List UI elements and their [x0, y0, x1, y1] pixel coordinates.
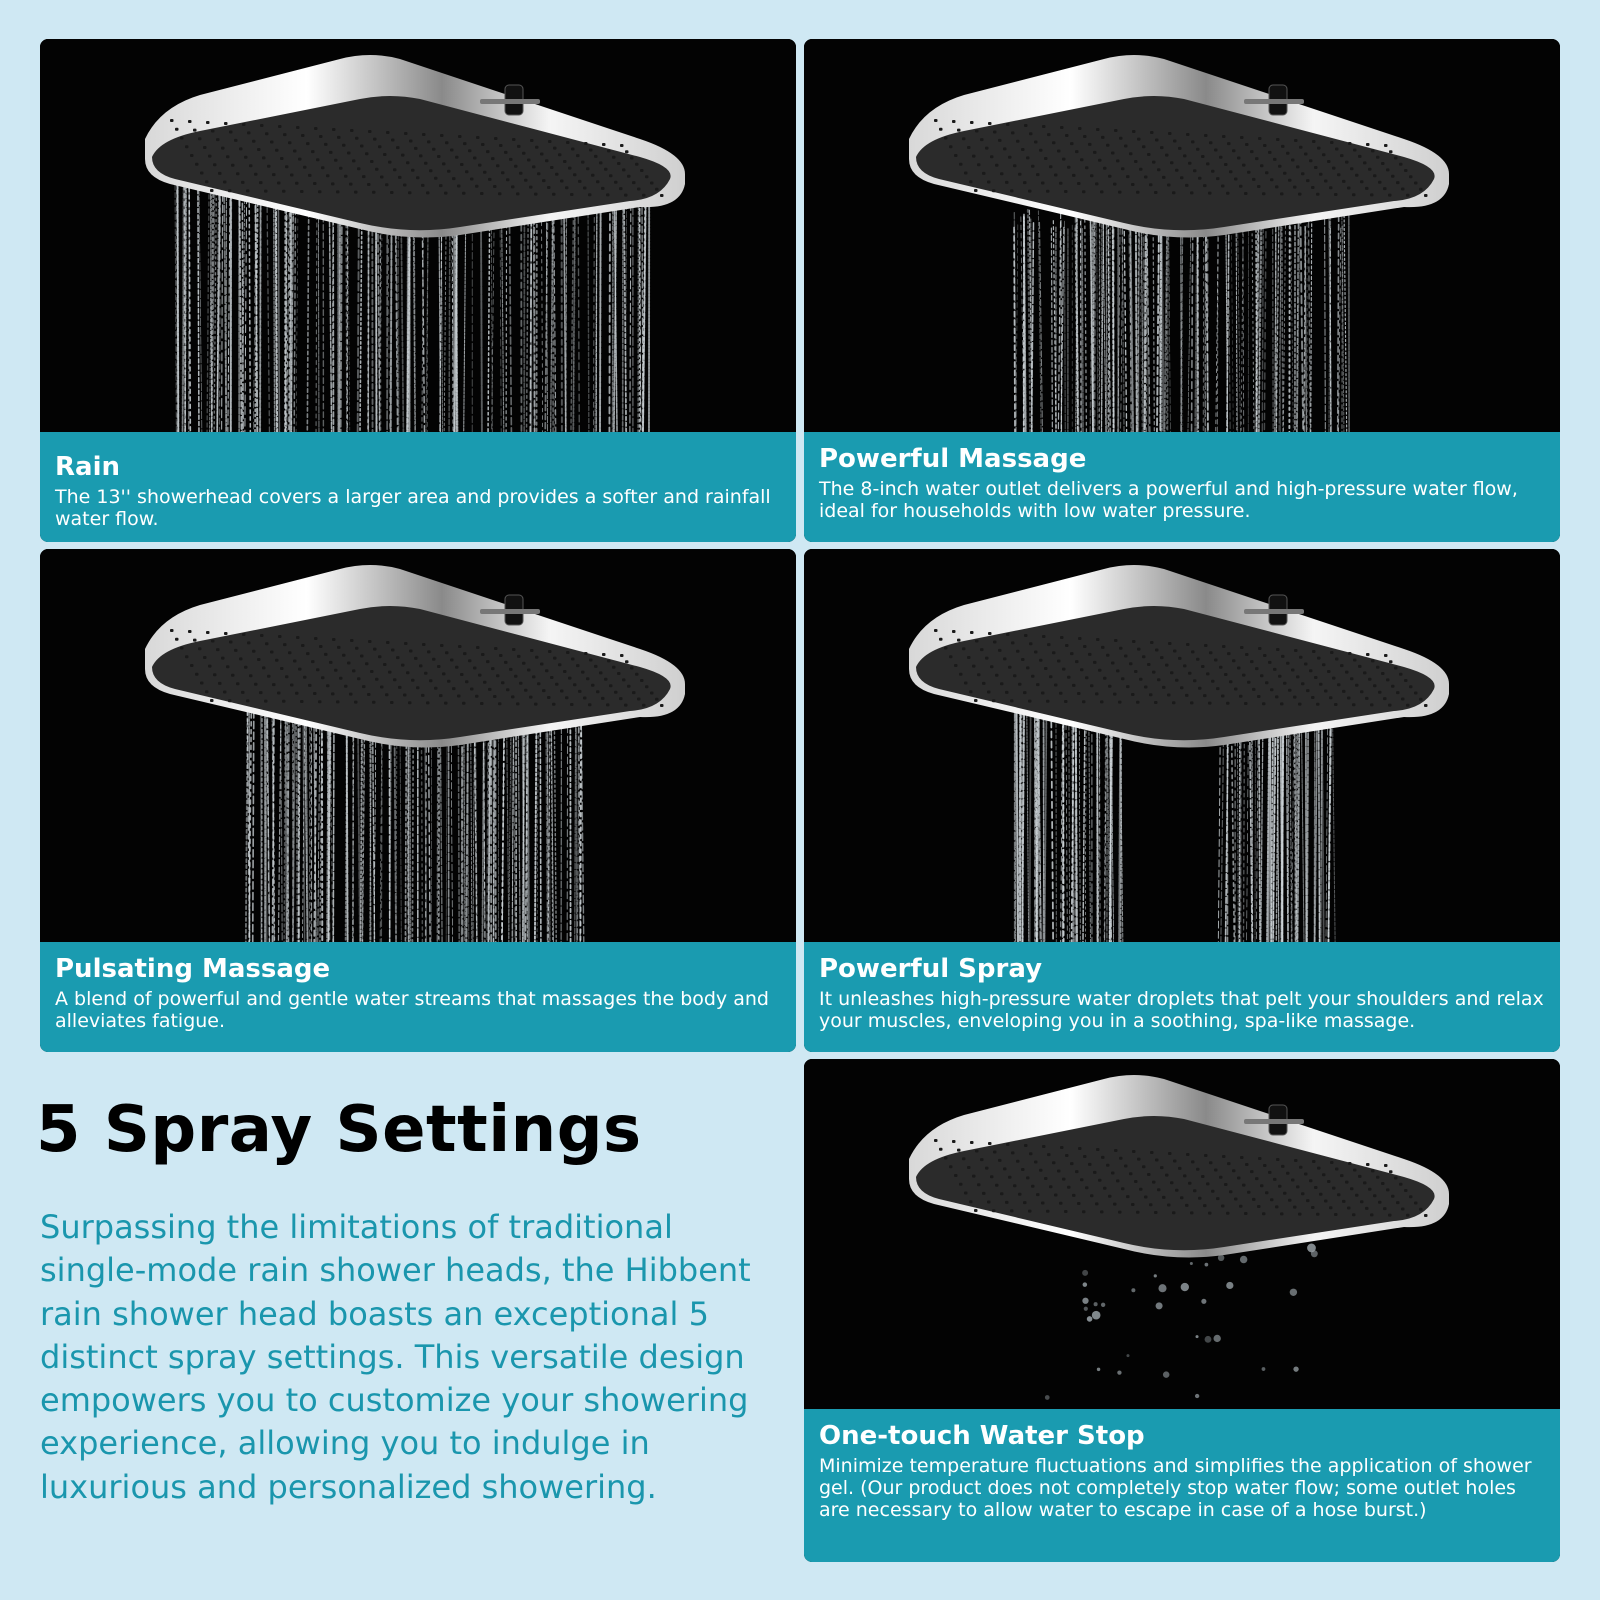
showerhead-massage-image: [804, 39, 1560, 432]
mode-caption: [40, 942, 796, 1052]
mode-description: The 8-inch water outlet delivers a powerful and high-pressure water flow, ideal for households with low water pressure.: [819, 478, 1518, 522]
mode-caption: [804, 432, 1560, 542]
showerhead-rain-image: [40, 39, 796, 432]
mode-description: It unleashes high-pressure water droplets that pelt your shoulders and relax your muscles, enveloping you in a soothing, spa-like massage.: [819, 988, 1544, 1032]
showerhead-pulsating-image: [40, 549, 796, 942]
mode-title: Powerful Massage: [819, 444, 1087, 474]
showerhead: [909, 1075, 1449, 1257]
mode-card-powerful-spray: [804, 549, 1560, 1052]
mode-caption: [804, 942, 1560, 1052]
mode-card-powerful-massage: [804, 39, 1560, 542]
mode-caption: [804, 1409, 1560, 1562]
showerhead-spray-image: [804, 549, 1560, 942]
showerhead: [909, 565, 1449, 747]
showerhead: [909, 55, 1449, 237]
mode-description: A blend of powerful and gentle water streams that massages the body and alleviates fatigue.: [55, 988, 769, 1032]
mode-description: The 13'' showerhead covers a larger area and provides a softer and rainfall water flow.: [55, 486, 771, 530]
water-spray: [1045, 1232, 1318, 1400]
mode-title: Powerful Spray: [819, 954, 1043, 984]
mode-card-rain: [40, 39, 796, 542]
mode-title: Pulsating Massage: [55, 954, 331, 984]
mode-description: Minimize temperature fluctuations and simplifies the application of shower gel. (Our product does not completely stop water flow; some outlet holes are necessary to allow water to escape in case of a hose burst.): [819, 1455, 1532, 1521]
water-spray: [1014, 209, 1349, 432]
showerhead: [145, 565, 685, 747]
mode-card-pulsating-massage: [40, 549, 796, 1052]
showerhead-water-stop-image: [804, 1059, 1560, 1409]
intro-paragraph: Surpassing the limitations of traditional single-mode rain shower heads, the Hibbent rain shower head boasts an exceptional 5 distinct spray settings. This versatile design empowers you to customize your showering experience, allowing you to indulge in luxurious and personalized showering.: [40, 1208, 751, 1506]
mode-caption: [40, 432, 796, 542]
mode-title: One-touch Water Stop: [819, 1421, 1145, 1451]
headline: 5 Spray Settings: [36, 1093, 642, 1167]
mode-card-water-stop: [804, 1059, 1560, 1562]
mode-title: Rain: [55, 452, 120, 482]
